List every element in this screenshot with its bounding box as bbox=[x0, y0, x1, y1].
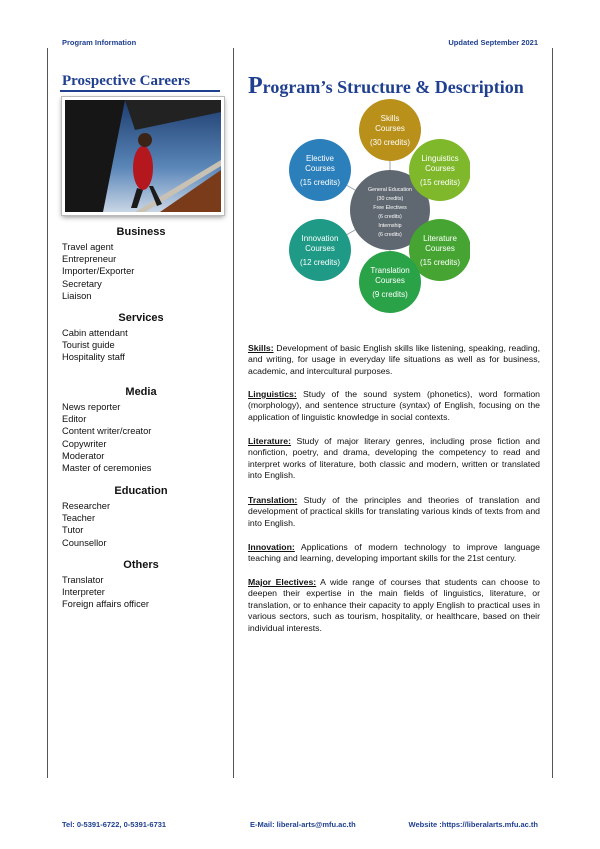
desc-major-electives bbox=[248, 577, 540, 634]
innovation-node-credits: (12 credits) bbox=[299, 258, 341, 267]
header-program-info: Program Information bbox=[62, 38, 137, 47]
desc-text: Study of major literary genres, including prose fiction and nonfiction, poetry, and drama, developing the competency to read and interpret works of literature, both classic and modern, written or translated into English. bbox=[248, 436, 540, 481]
list-item: Teacher bbox=[62, 513, 96, 524]
innovation-node-subtitle: Courses bbox=[305, 244, 335, 253]
program-structure-diagram bbox=[280, 98, 470, 313]
desc-term: Literature: bbox=[248, 436, 291, 446]
translation-node-credits: (9 credits) bbox=[372, 290, 408, 299]
column-divider bbox=[233, 48, 234, 778]
list-item: Content writer/creator bbox=[62, 426, 152, 437]
translation-node-subtitle: Courses bbox=[375, 276, 405, 285]
desc-linguistics bbox=[248, 389, 540, 423]
list-item: Travel agent bbox=[62, 242, 114, 252]
desc-text: Applications of modern technology to improve language teaching and learning, developing important skills for the 21st century. bbox=[248, 542, 540, 564]
careers-heading-education: Education bbox=[114, 485, 168, 497]
careers-heading-business: Business bbox=[116, 226, 166, 238]
hub-label-internship: Internship bbox=[378, 223, 402, 229]
footer-website: Website :https://liberalarts.mfu.ac.th bbox=[408, 820, 538, 829]
careers-list-services bbox=[62, 327, 128, 364]
careers-title: Prospective Careers bbox=[62, 73, 191, 89]
literature-node-subtitle: Courses bbox=[425, 244, 455, 253]
list-item: Liaison bbox=[62, 290, 92, 301]
skills-node-title: Skills bbox=[380, 114, 400, 123]
list-item: Foreign affairs officer bbox=[62, 599, 149, 610]
list-item: Hospitality staff bbox=[62, 352, 125, 363]
hub-label-free-electives-credits: (6 credits) bbox=[378, 214, 402, 220]
footer-email: E-Mail: liberal-arts@mfu.ac.th bbox=[250, 820, 356, 829]
list-item: Tourist guide bbox=[62, 340, 115, 351]
desc-text: Study of the sound system (phonetics), word formation (morphology), and sentence structure (syntax) of English, focusing on the application of linguistic knowledge in social contexts. bbox=[248, 389, 540, 422]
careers-title-underline bbox=[60, 90, 220, 92]
desc-term: Skills: bbox=[248, 343, 274, 353]
list-item: News reporter bbox=[62, 402, 121, 412]
elective-node-subtitle: Courses bbox=[305, 164, 335, 173]
linguistics-node-title: Linguistics bbox=[421, 154, 459, 163]
desc-text: Development of basic English skills like listening, speaking, reading, and writing, for usage in everyday life situations as well as for business, academic, and intercultural purposes. bbox=[248, 343, 540, 376]
desc-term: Innovation: bbox=[248, 542, 295, 552]
list-item: Tutor bbox=[62, 525, 84, 536]
list-item: Secretary bbox=[62, 278, 102, 289]
program-title-initial: P bbox=[248, 73, 263, 99]
careers-list-others bbox=[62, 574, 149, 611]
careers-list-business bbox=[62, 241, 134, 302]
translation-node-title: Translation bbox=[370, 266, 410, 275]
skills-node-subtitle: Courses bbox=[375, 124, 405, 133]
desc-literature bbox=[248, 436, 540, 482]
desc-innovation bbox=[248, 542, 540, 565]
hub-label-free-electives: Free Electives bbox=[373, 205, 407, 211]
desc-text: Study of the principles and theories of translation and development of practical skills for translating various kinds of texts from and into English. bbox=[248, 495, 540, 528]
list-item: Moderator bbox=[62, 450, 105, 461]
list-item: Translator bbox=[62, 575, 104, 585]
list-item: Interpreter bbox=[62, 587, 105, 598]
desc-translation bbox=[248, 495, 540, 529]
list-item: Copywriter bbox=[62, 438, 107, 449]
elective-node-title: Elective bbox=[305, 154, 335, 163]
list-item: Cabin attendant bbox=[62, 328, 128, 338]
skills-node-credits: (30 credits) bbox=[369, 138, 411, 147]
footer-telephone: Tel: 0-5391-6722, 0-5391-6731 bbox=[62, 820, 167, 829]
literature-node-title: Literature bbox=[423, 234, 457, 243]
careers-list-media bbox=[62, 401, 151, 474]
list-item: Master of ceremonies bbox=[62, 463, 152, 474]
elective-node-credits: (15 credits) bbox=[299, 178, 341, 187]
list-item: Editor bbox=[62, 414, 87, 425]
literature-node-credits: (15 credits) bbox=[419, 258, 461, 267]
header-updated-date: Updated September 2021 bbox=[448, 38, 538, 47]
innovation-node-title: Innovation bbox=[301, 234, 339, 243]
list-item: Importer/Exporter bbox=[62, 266, 135, 277]
desc-term: Translation: bbox=[248, 495, 298, 505]
list-item: Researcher bbox=[62, 501, 111, 511]
career-photo-illustration bbox=[65, 100, 221, 212]
hub-label-general-education-credits: (30 credits) bbox=[376, 196, 404, 202]
hub-label-general-education: General Education bbox=[368, 187, 412, 193]
linguistics-node-subtitle: Courses bbox=[425, 164, 455, 173]
left-border-line bbox=[47, 48, 48, 778]
desc-skills bbox=[248, 343, 540, 377]
careers-heading-others: Others bbox=[123, 559, 159, 571]
hub-label-internship-credits: (6 credits) bbox=[378, 232, 402, 238]
desc-term: Linguistics: bbox=[248, 389, 297, 399]
list-item: Counsellor bbox=[62, 537, 107, 548]
program-title-rest: rogram’s Structure & Description bbox=[262, 77, 524, 97]
list-item: Entrepreneur bbox=[62, 254, 117, 265]
careers-list-education bbox=[62, 500, 110, 549]
linguistics-node-credits: (15 credits) bbox=[419, 178, 461, 187]
program-title bbox=[248, 73, 524, 100]
desc-text: A wide range of courses that students can choose to deepen their expertise in the main fields of linguistics, literature, or translation, or to enhance their capacity to apply English to practical uses in various sectors, such as tourism, hospitality, or healthcare, based on their individual interests. bbox=[248, 577, 540, 633]
career-photo bbox=[62, 97, 224, 215]
careers-heading-media: Media bbox=[125, 386, 157, 398]
right-border-line bbox=[552, 48, 553, 778]
careers-heading-services: Services bbox=[118, 312, 164, 324]
desc-term: Major Electives: bbox=[248, 577, 317, 587]
